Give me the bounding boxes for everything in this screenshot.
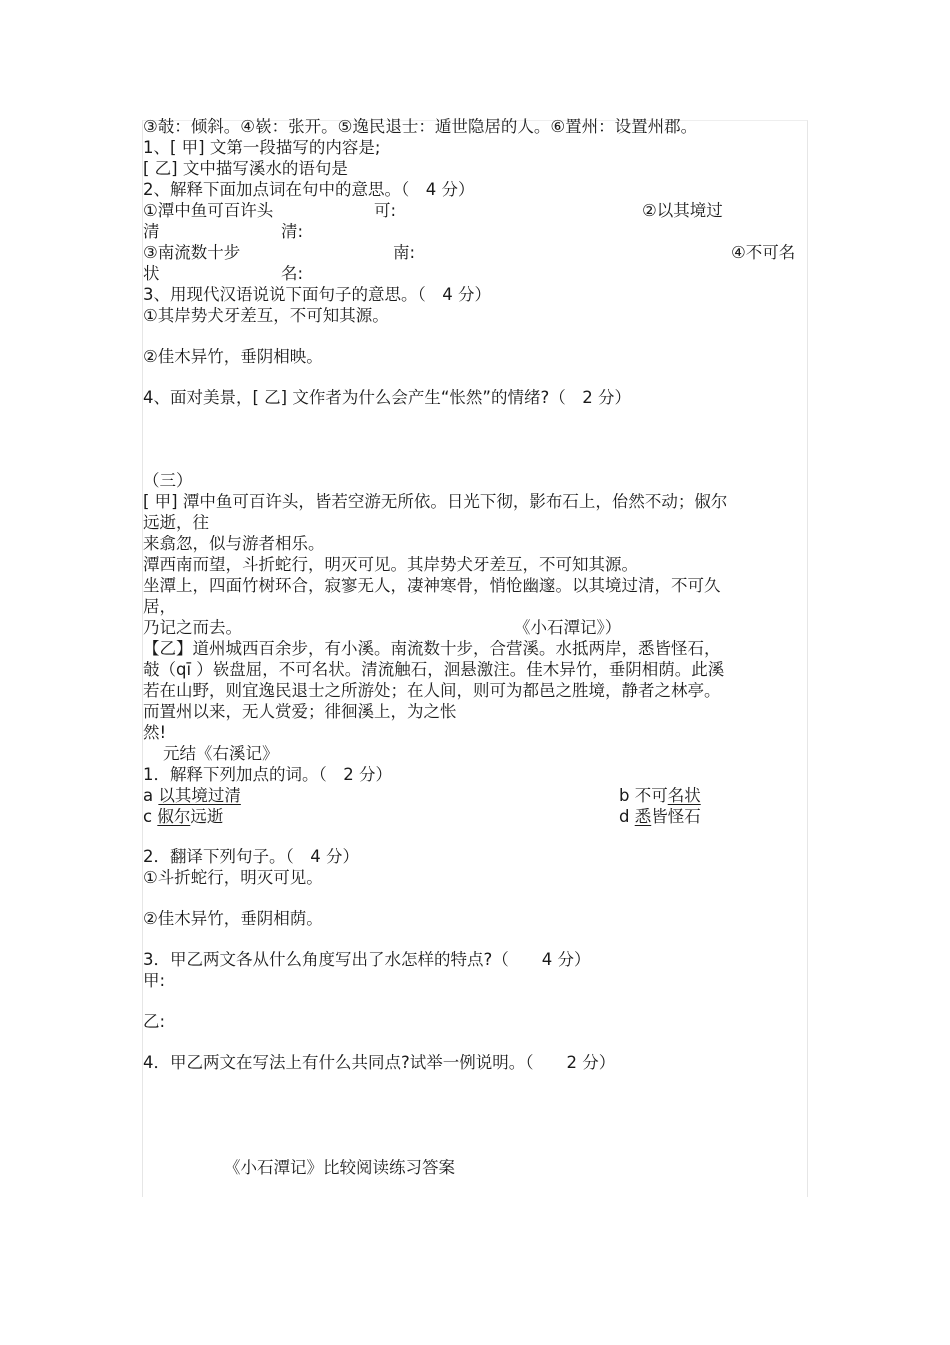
p3-q1-option-a	[143, 785, 241, 806]
q3-item-1: ①其岸势犬牙差互，不可知其源。	[143, 306, 389, 325]
option-d-label: d	[619, 807, 635, 826]
option-c-word: 俶尔	[157, 807, 191, 826]
q2-item-2: ②以其境过	[642, 201, 723, 220]
passage-jia-line: [ 甲] 潭中鱼可百许头，皆若空游无所依。日光下彻，影布石上，佁然不动；俶尔	[143, 492, 728, 511]
q2-item-4: ④不可名	[731, 243, 796, 262]
p3-question-1: 1．解释下列加点的词。（ 2 分）	[143, 765, 392, 784]
annotation-notes: ③攲：倾斜。④嵚：张开。⑤逸民退士：遁世隐居的人。⑥置州：设置州郡。	[143, 117, 698, 136]
passage-yi-source: 元结《右溪记》	[163, 744, 279, 763]
question-1a: 1、[ 甲] 文第一段描写的内容是;	[143, 138, 381, 157]
p3-q3-yi: 乙:	[143, 1012, 166, 1031]
passage-jia-line: 来翕忽，似与游者相乐。	[143, 534, 325, 553]
passage-jia-line: 远逝，往	[143, 513, 209, 532]
passage-jia-line: 乃记之而去。	[143, 618, 242, 637]
option-d-rest: 皆怪石	[651, 807, 701, 826]
section-heading: （三）	[143, 471, 193, 490]
option-b-label: b 不可	[619, 786, 668, 805]
option-c-rest: 远逝	[190, 807, 224, 826]
passage-yi-line: 而置州以来，无人赏爱；徘徊溪上，为之怅	[143, 702, 457, 721]
q2-item-2-cont: 清	[143, 222, 160, 241]
question-1b: [ 乙] 文中描写溪水的语句是	[143, 159, 348, 178]
p3-q2-item-1: ①斗折蛇行，明灭可见。	[143, 868, 323, 887]
q2-item-3-word: 南:	[393, 243, 416, 262]
p3-question-4: 4．甲乙两文在写法上有什么共同点?试举一例说明。（ 2 分）	[143, 1053, 616, 1072]
passage-yi-line: 然!	[143, 723, 167, 742]
passage-jia-source: 《小石潭记》）	[514, 618, 622, 637]
q2-item-1-word: 可:	[374, 201, 397, 220]
question-3: 3、用现代汉语说说下面句子的意思。（ 4 分）	[143, 285, 491, 304]
p3-question-2: 2．翻译下列句子。（ 4 分）	[143, 847, 359, 866]
q2-item-4-cont: 状	[143, 264, 160, 283]
q2-item-4-word: 名:	[281, 264, 304, 283]
option-b-word: 名状	[667, 786, 701, 805]
question-4: 4、面对美景，[ 乙] 文作者为什么会产生“怅然”的情绪?（ 2 分）	[143, 388, 631, 407]
q2-item-1: ①潭中鱼可百许头	[143, 201, 274, 220]
passage-yi-line: 【乙】道州城西百余步，有小溪。南流数十步，合营溪。水抵两岸，悉皆怪石，	[143, 639, 721, 658]
q2-item-3: ③南流数十步	[143, 243, 241, 262]
p3-q1-option-c	[143, 806, 223, 827]
option-c-label: c	[143, 807, 158, 826]
p3-q1-option-b	[619, 785, 701, 806]
option-a-text: 以其境过清	[158, 786, 241, 805]
option-d-word: 悉	[634, 807, 652, 826]
passage-yi-line: 攲（qī ）嵚盘屈，不可名状。清流触石，洄悬激注。佳木异竹，垂阴相荫。此溪	[143, 660, 725, 679]
question-2: 2、解释下面加点词在句中的意思。（ 4 分）	[143, 180, 475, 199]
passage-yi-line: 若在山野，则宜逸民退士之所游处；在人间，则可为都邑之胜境，静者之林亭。	[143, 681, 721, 700]
p3-question-3: 3．甲乙两文各从什么角度写出了水怎样的特点?（ 4 分）	[143, 950, 591, 969]
p3-q2-item-2: ②佳木异竹，垂阴相荫。	[143, 909, 323, 928]
p3-q3-jia: 甲:	[143, 971, 166, 990]
option-a-label: a	[143, 786, 159, 805]
passage-jia-line: 坐潭上，四面竹树环合，寂寥无人，凄神寒骨，悄怆幽邃。以其境过清，不可久	[143, 576, 721, 595]
p3-q1-option-d	[619, 806, 701, 827]
q3-item-2: ②佳木异竹，垂阴相映。	[143, 347, 323, 366]
answer-title: 《小石潭记》比较阅读练习答案	[224, 1158, 455, 1177]
q2-item-2-word: 清:	[281, 222, 304, 241]
passage-jia-line: 潭西南而望，斗折蛇行，明灭可见。其岸势犬牙差互，不可知其源。	[143, 555, 638, 574]
passage-jia-line: 居，	[143, 597, 176, 616]
